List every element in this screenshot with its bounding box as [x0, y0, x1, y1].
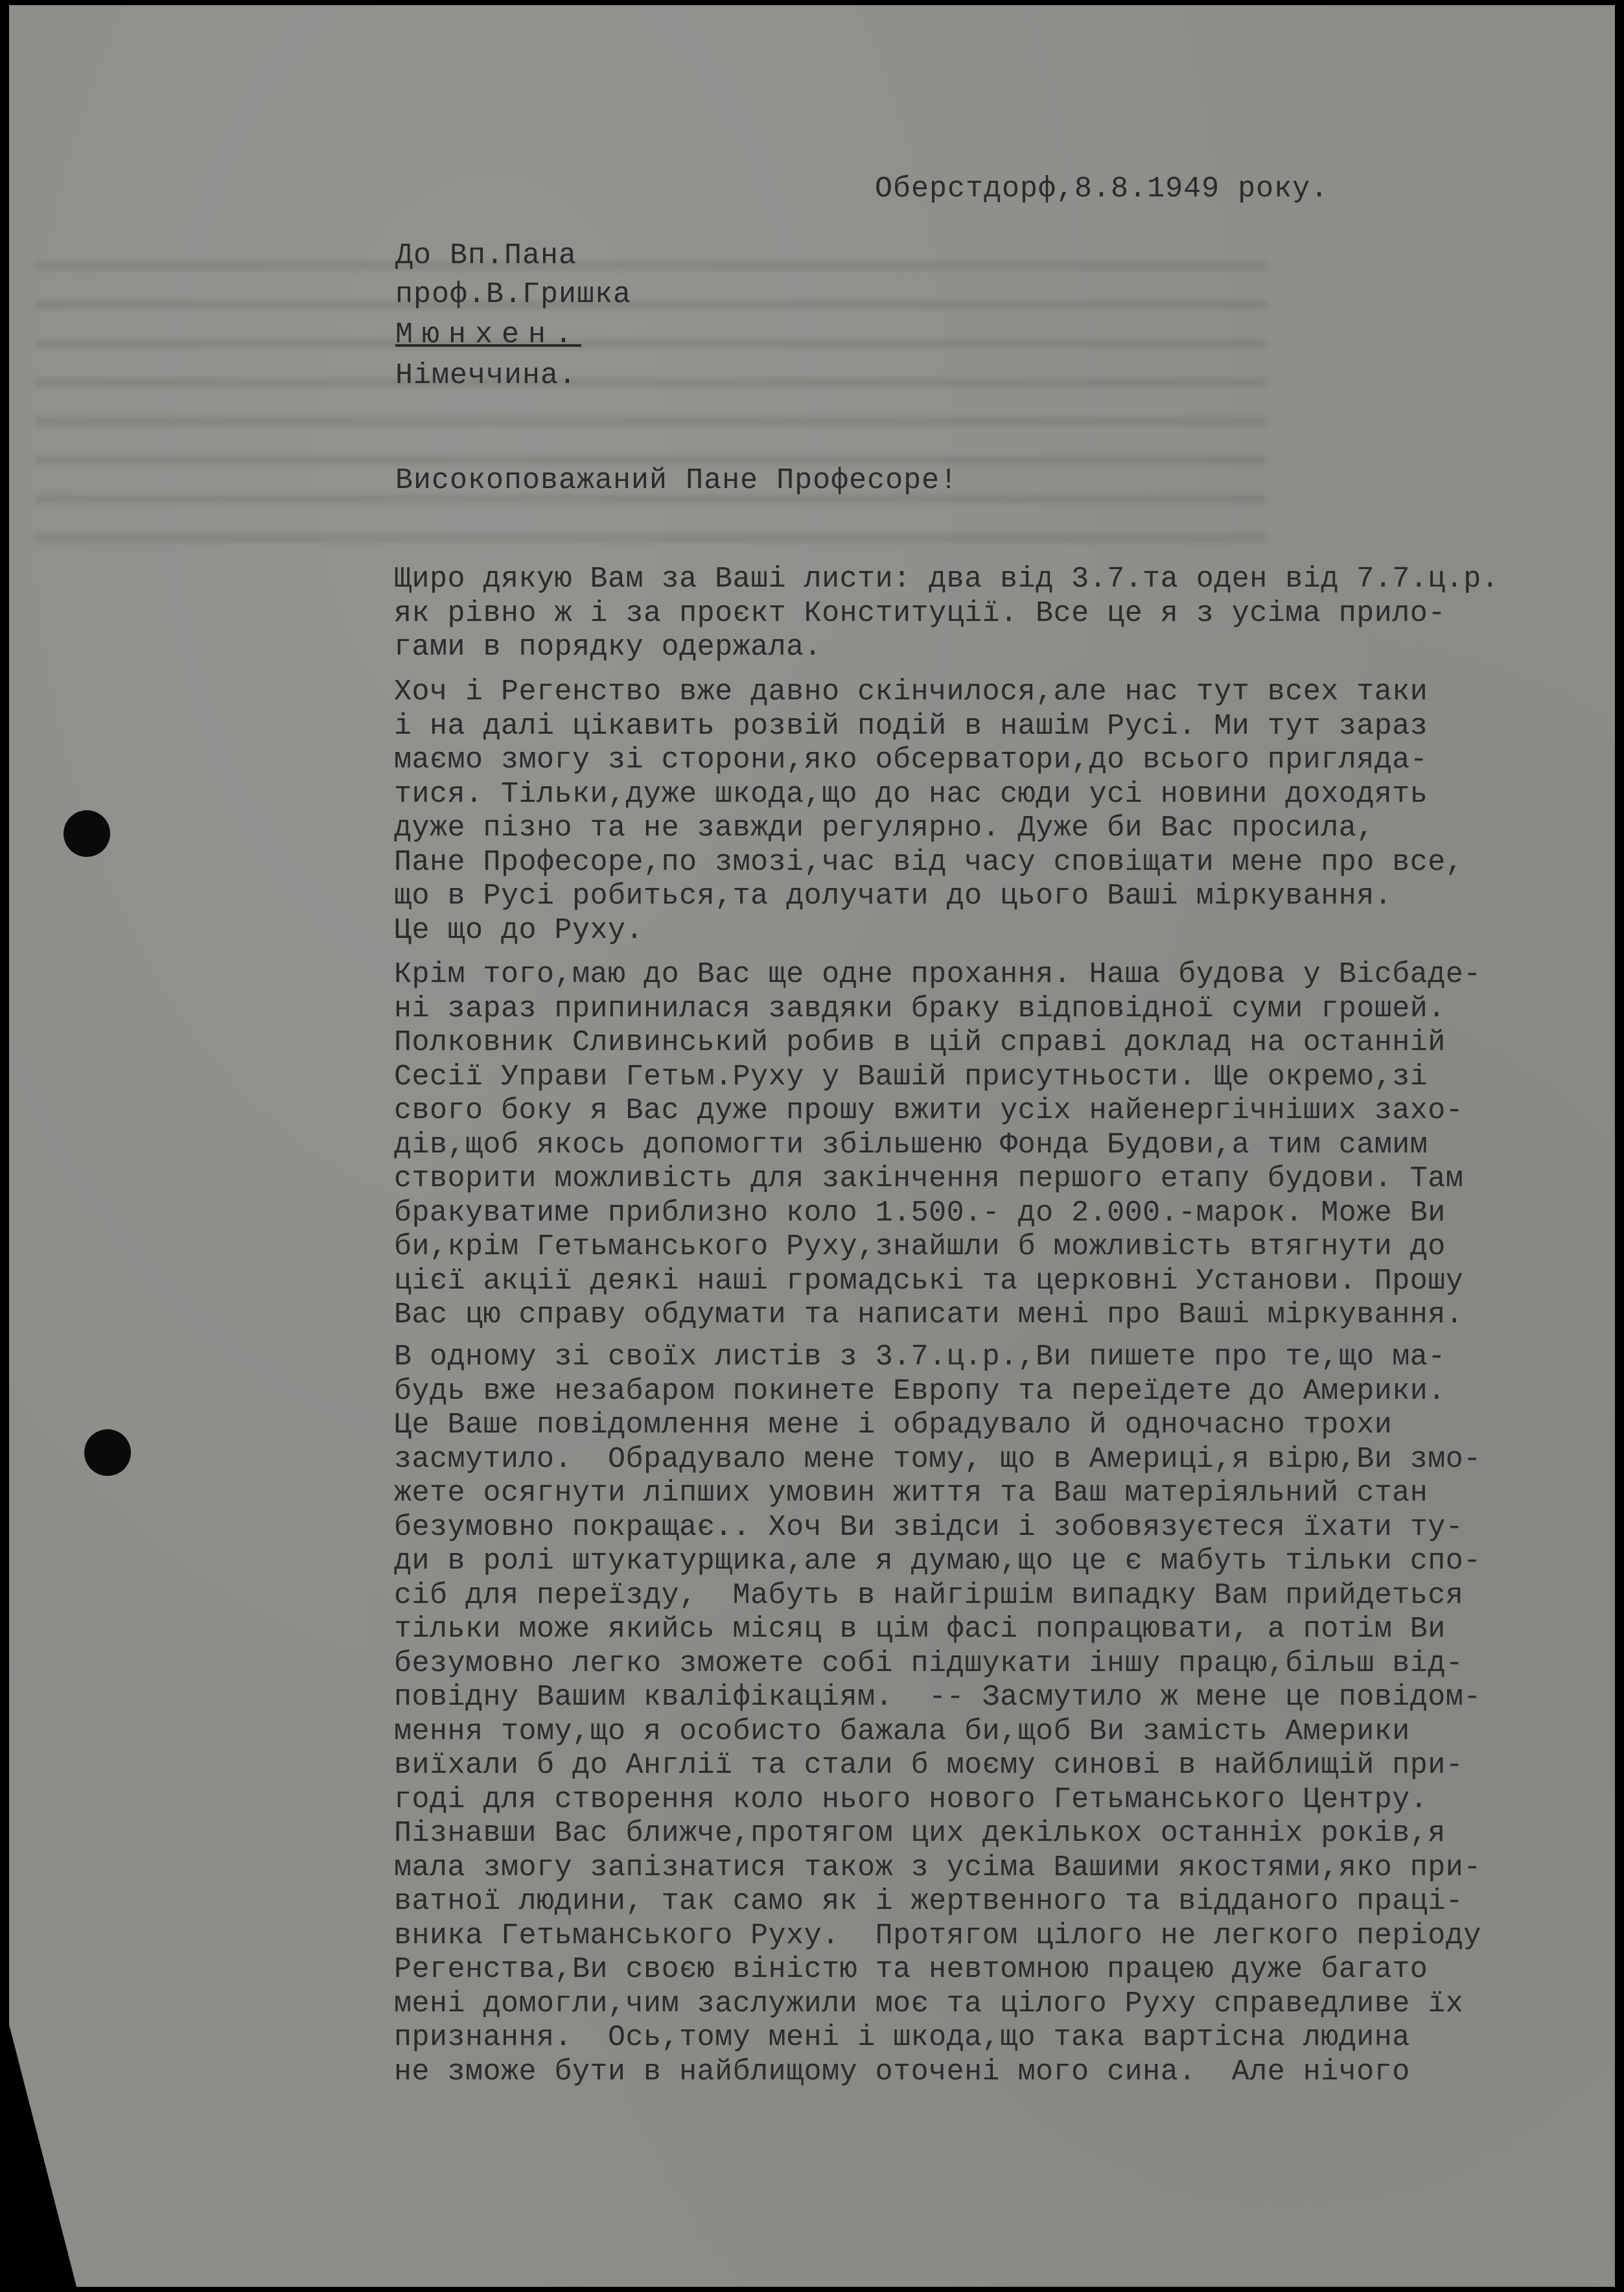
- text-line: вника Гетьманського Руху. Протягом цілого не легкого періоду: [394, 1919, 1481, 1952]
- paragraph-movement: [394, 675, 1463, 948]
- text-line: не зможе бути в найблищому оточені мого сина. Але нічого: [394, 2055, 1410, 2088]
- text-line: Регенства,Ви своєю віністю та невтомною працею дуже багато: [394, 1953, 1428, 1986]
- text-line: мення тому,що я особисто бажала би,щоб Ви замість Америки: [394, 1714, 1410, 1748]
- text-line: Це Ваше повідомлення мене і обрадувало й одночасно трохи: [394, 1409, 1393, 1442]
- text-line: Полковник Сливинський робив в цій справі доклад на останній: [394, 1026, 1446, 1059]
- text-line: Пане Професоре,по змозі,час від часу сповіщати мене про все,: [394, 845, 1464, 879]
- text-line: признання. Ось,тому мені і шкода,що така вартісна людина: [394, 2021, 1410, 2054]
- recipient-line-1: До Вп.Пана: [395, 239, 577, 272]
- text-line: що в Русі робиться,та долучати до цього Ваші міркування.: [394, 880, 1393, 913]
- recipient-line-2: проф.В.Гришка: [395, 278, 632, 311]
- text-line: жете осягнути ліпших умовин життя та Ваш матеріяльний стан: [394, 1477, 1428, 1510]
- text-line: Вас цю справу обдумати та написати мені про Ваші міркування.: [394, 1298, 1464, 1331]
- text-line: створити можливість для закінчення першого етапу будови. Там: [394, 1162, 1464, 1195]
- text-line: Сесії Управи Гетьм.Руху у Вашій присутньости. Ще окремо,зі: [394, 1060, 1428, 1093]
- text-line: безумовно покращає.. Хоч Ви звідси і зобовязуєтеся їхати ту-: [394, 1510, 1464, 1544]
- punch-hole-upper: [64, 810, 110, 857]
- recipient-city: Мюнхен.: [395, 318, 582, 351]
- recipient-country: Німеччина.: [395, 359, 577, 392]
- text-line: тися. Тільки,дуже шкода,що до нас сюди усі новини доходять: [394, 777, 1428, 811]
- text-line: гами в порядку одержала.: [394, 631, 822, 664]
- text-line: дів,щоб якось допомогти збільшеню Фонда Будови,а тим самим: [394, 1128, 1428, 1162]
- salutation: Високоповажаний Пане Професоре!: [395, 464, 958, 497]
- text-line: будь вже незабаром покинете Европу та переїдете до Америки.: [394, 1374, 1446, 1408]
- punch-hole-lower: [84, 1429, 131, 1476]
- text-line: Крім того,маю до Вас ще одне прохання. Наша будова у Вісбаде-: [394, 958, 1481, 991]
- text-line: Хоч і Регенство вже давно скінчилося,але нас тут всех таки: [394, 675, 1428, 708]
- text-line: годі для створення коло нього нового Гетьманського Центру.: [394, 1783, 1428, 1816]
- text-line: бракуватиме приблизно коло 1.500.- до 2.000.-марок. Може Ви: [394, 1196, 1446, 1230]
- text-line: як рівно ж і за проєкт Конституції. Все це я з усіма прило-: [394, 596, 1446, 630]
- text-line: і на далі цікавить розвій подій в нашім Русі. Ми тут зараз: [394, 709, 1428, 743]
- text-line: повідну Вашим кваліфікаціям. -- Засмутило ж мене це повідом-: [394, 1681, 1481, 1714]
- text-line: сіб для переїзду, Мабуть в найгіршім випадку Вам прийдеться: [394, 1578, 1464, 1612]
- text-line: маємо змогу зі сторони,яко обсерватори,до всього приглядa-: [394, 743, 1428, 777]
- text-line: безумовно легко зможете собі підшукати іншу працю,більш від-: [394, 1646, 1464, 1680]
- text-line: би,крім Гетьманського Руху,знайшли б можливість втягнути до: [394, 1230, 1446, 1263]
- paragraph-building-fund: [394, 958, 1481, 1333]
- date-line: Оберстдорф,8.8.1949 року.: [875, 172, 1329, 205]
- text-line: дуже пізно та не завжди регулярно. Дуже би Вас просила,: [394, 812, 1375, 845]
- paragraph-emigration: [394, 1340, 1481, 2089]
- text-line: В одному зі своїх листів з 3.7.ц.р.,Ви пишете про те,що ма-: [394, 1340, 1446, 1374]
- bleed-through-text: [35, 261, 1266, 566]
- text-line: засмутило. Обрадувало мене тому, що в Америці,я вірю,Ви змо-: [394, 1442, 1481, 1476]
- text-line: мала змогу запізнатися також з усіма Вашими якостями,яко при-: [394, 1851, 1481, 1884]
- text-line: ди в ролі штукатурщика,але я думаю,що це є мабуть тільки спо-: [394, 1545, 1481, 1578]
- text-line: Пізнавши Вас ближче,протягом цих декількох останніх років,я: [394, 1817, 1446, 1850]
- text-line: ні зараз припинилася завдяки браку відповідної суми грошей.: [394, 992, 1446, 1025]
- paragraph-thanks: [394, 563, 1499, 665]
- text-line: мені домогли,чим заслужили моє та цілого Руху справедливе їх: [394, 1987, 1464, 2020]
- text-line: виїхали б до Англії та стали б моєму синові в найблищій при-: [394, 1749, 1464, 1782]
- text-line: свого боку я Вас дуже прошу вжити усіх найенергічніших захо-: [394, 1094, 1464, 1127]
- text-line: тільки може якийсь місяц в цім фасі попрацювати, а потім Ви: [394, 1613, 1446, 1646]
- text-line: Це що до Руху.: [394, 913, 644, 947]
- text-line: ватної людини, так само як і жертвенного та відданого праці-: [394, 1885, 1464, 1918]
- text-line: Щиро дякую Вам за Ваші листи: два від 3.7.та оден від 7.7.ц.р.: [394, 563, 1500, 596]
- text-line: цієї акції деякі наші громадські та церковні Установи. Прошу: [394, 1264, 1464, 1298]
